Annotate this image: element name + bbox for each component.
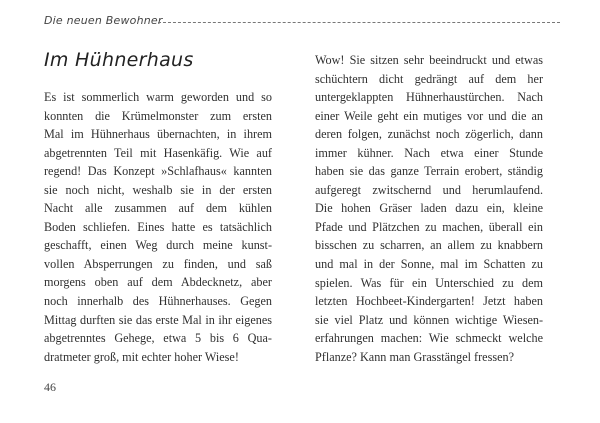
text-line: immer kühner. Nach etwa einer Stunde <box>315 145 543 160</box>
text-line: deren folgen, zunächst noch zögerlich, dann <box>315 127 543 142</box>
text-line: und mal in der Sonne, mal im Schatten zu <box>315 257 543 272</box>
text-line: Pfade und Plätzchen zu machen, überall ein <box>315 219 543 234</box>
text-line: erfahrungen machen: Wie schmeckt welche <box>315 331 543 346</box>
text-line: dratmeter groß, mit echter hoher Wiese! <box>44 349 239 364</box>
text-line: regend! Das Konzept »Schlafhaus« kannten <box>44 164 272 179</box>
text-line: Es ist sommerlich warm geworden und so <box>44 90 272 104</box>
text-line: konnten die Krümelmonster zum ersten <box>44 108 272 123</box>
text-line: sie noch nicht, weshalb sie in der ersten <box>44 182 272 197</box>
text-line: schüchtern dicht gedrängt auf dem her <box>315 71 543 86</box>
left-text-column <box>44 88 272 366</box>
text-line: vollen Absperrungen zu finden, und saß <box>44 256 272 271</box>
text-line: Pflanze? Kann man Grasstängel fressen? <box>315 349 514 364</box>
text-line: letzten Hochbeet-Kindergarten! Jetzt haben <box>315 294 543 309</box>
header-dashed-rule <box>158 22 560 23</box>
running-header-title: Die neuen Bewohner <box>44 14 163 27</box>
text-line: Mittag durften sie das erste Mal in ihr eigenes <box>44 312 272 327</box>
chapter-title: Im Hühnerhaus <box>44 49 194 71</box>
text-line: Mal im Hühnerhaus übernachten, in ihrem <box>44 127 272 142</box>
text-line: aufgeregt zwitschernd und herumlaufend. <box>315 182 543 197</box>
text-line: morgens oben auf dem Abdecknetz, aber <box>44 275 272 290</box>
right-text-column <box>315 51 543 366</box>
text-line: sie viel Platz und können wichtige Wiesen- <box>315 312 543 327</box>
text-line: einer Weile geht ein mutiges vor und die an <box>315 108 543 123</box>
text-line: geschafft, einen Weg durch meine kunst- <box>44 238 272 253</box>
text-line: Nacht alle zusammen auf dem kühlen <box>44 201 272 216</box>
text-line: abgetrennten Teil mit Hasenkäfig. Wie auf <box>44 145 272 160</box>
text-line: Boden schliefen. Eines hatte es tatsächlich <box>44 219 272 234</box>
page-number: 46 <box>44 380 56 394</box>
text-line: spielen. Was für ein Unterschied zu dem <box>315 275 543 290</box>
text-line: haben sie das ganze Terrain erobert, ständig <box>315 164 543 179</box>
text-line: noch innerhalb des Hühnerhauses. Gegen <box>44 294 272 309</box>
text-line: abgetrenntes Gehege, etwa 5 bis 6 Qua- <box>44 331 272 346</box>
text-line: untergeklappten Hühnerhaustürchen. Nach <box>315 90 543 105</box>
text-line: bisschen zu scharren, an allem zu knabbern <box>315 238 543 253</box>
text-line: Wow! Sie sitzen sehr beeindruckt und etwas <box>315 53 543 67</box>
text-line: Die hohen Gräser laden dazu ein, kleine <box>315 201 543 216</box>
